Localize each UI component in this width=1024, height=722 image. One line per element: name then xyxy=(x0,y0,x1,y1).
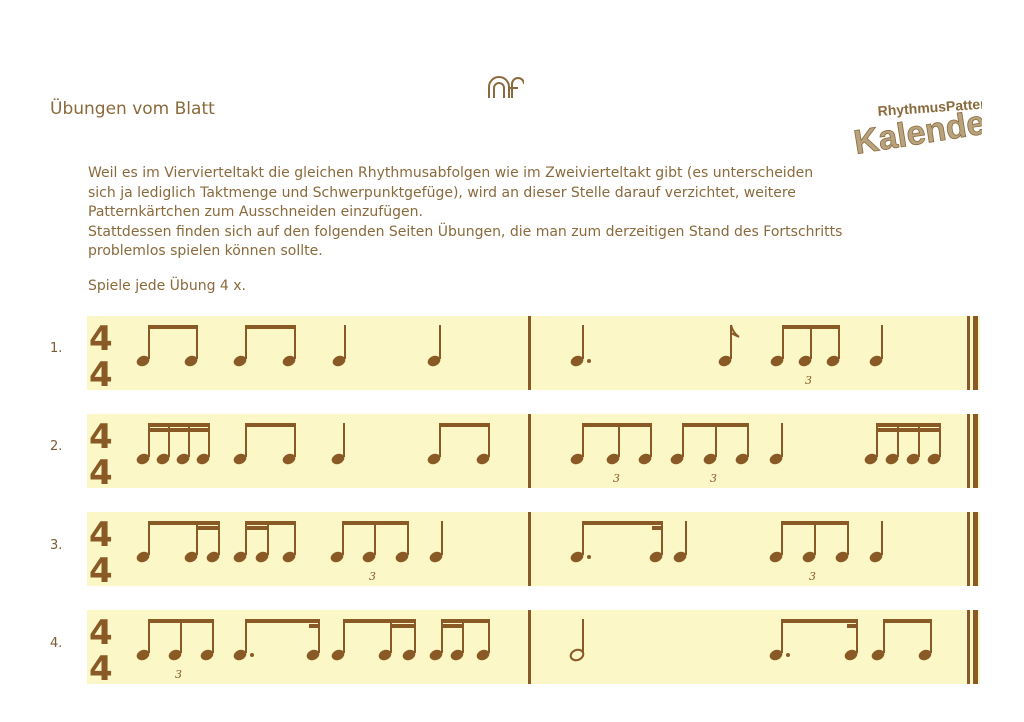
beam xyxy=(781,521,849,525)
intro-text xyxy=(88,164,988,262)
beam xyxy=(245,325,296,329)
triplet-label: 3 xyxy=(805,374,812,387)
time-signature-top: 4 xyxy=(89,319,113,359)
beam xyxy=(876,428,941,432)
beam xyxy=(196,526,220,530)
beam xyxy=(782,325,840,329)
page-title: Übungen vom Blatt xyxy=(50,99,215,119)
exercise-2-staff xyxy=(87,414,980,488)
beam xyxy=(245,521,296,525)
intro-line: Weil es im Viervierteltakt die gleichen Rhythmusabfolgen wie im Zweivierteltakt gibt (es unterscheiden xyxy=(88,165,814,181)
time-signature-bottom: 4 xyxy=(89,649,113,684)
exercise-number: 2. xyxy=(50,439,63,454)
final-bar-line xyxy=(967,316,970,390)
exercise-1-staff xyxy=(87,316,980,390)
beam xyxy=(652,526,663,530)
bar-line xyxy=(528,512,531,586)
beam xyxy=(148,428,210,432)
beam xyxy=(441,619,490,623)
exercise-number: 3. xyxy=(50,538,63,553)
beam xyxy=(343,619,416,623)
logo-line1: RhythmusPattern xyxy=(877,96,982,119)
triplet-label: 3 xyxy=(613,472,620,485)
triplet-label: 3 xyxy=(809,570,816,583)
intro-line: Stattdessen finden sich auf den folgenden Seiten Übungen, die man zum derzeitigen Stand des Fortschritts xyxy=(88,223,843,240)
beam xyxy=(148,521,220,525)
exercise-number: 4. xyxy=(50,636,63,651)
time-signature-bottom: 4 xyxy=(89,551,113,586)
beam xyxy=(390,624,416,628)
beam xyxy=(148,325,198,329)
intro-line: Patternkärtchen zum Ausschneiden einzufügen. xyxy=(88,204,423,220)
flag xyxy=(731,325,739,337)
dot xyxy=(250,653,254,657)
beam xyxy=(582,521,663,525)
final-bar-line xyxy=(973,316,978,390)
beam xyxy=(441,624,464,628)
beam xyxy=(781,619,858,623)
instruction-text: Spiele jede Übung 4 x. xyxy=(88,278,246,294)
bar-line xyxy=(528,316,531,390)
header-logo-mark-icon xyxy=(486,74,524,104)
final-bar-line xyxy=(967,512,970,586)
dot xyxy=(786,653,790,657)
time-signature-top: 4 xyxy=(89,515,113,555)
beam xyxy=(883,619,932,623)
beam xyxy=(582,423,652,427)
beam xyxy=(876,423,941,427)
triplet-label: 3 xyxy=(369,570,376,583)
beam xyxy=(342,521,409,525)
bar-line xyxy=(528,610,531,684)
bar-line xyxy=(528,414,531,488)
beam xyxy=(148,423,210,427)
exercise-number: 1. xyxy=(50,341,63,356)
triplet-label: 3 xyxy=(175,668,182,681)
final-bar-line xyxy=(973,414,978,488)
beam xyxy=(245,619,320,623)
intro-line: sich ja lediglich Taktmenge und Schwerpunktgefüge), wird an dieser Stelle darauf verzichtet, weitere xyxy=(88,184,796,201)
final-bar-line xyxy=(973,610,978,684)
exercise-3-staff xyxy=(87,512,980,586)
beam xyxy=(245,526,269,530)
exercise-4-staff xyxy=(87,610,980,684)
time-signature-top: 4 xyxy=(89,613,113,653)
beam xyxy=(439,423,490,427)
final-bar-line xyxy=(973,512,978,586)
triplet-label: 3 xyxy=(710,472,717,485)
final-bar-line xyxy=(967,610,970,684)
final-bar-line xyxy=(967,414,970,488)
dot xyxy=(587,555,591,559)
time-signature-bottom: 4 xyxy=(89,355,113,390)
time-signature-top: 4 xyxy=(89,417,113,457)
beam xyxy=(148,619,214,623)
dot xyxy=(587,359,591,363)
intro-line: problemlos spielen können sollte. xyxy=(88,243,323,259)
beam xyxy=(245,423,296,427)
beam xyxy=(682,423,749,427)
time-signature-bottom: 4 xyxy=(89,453,113,488)
beam xyxy=(309,624,320,628)
logo-line2: Kalender xyxy=(852,101,982,162)
beam xyxy=(847,624,858,628)
